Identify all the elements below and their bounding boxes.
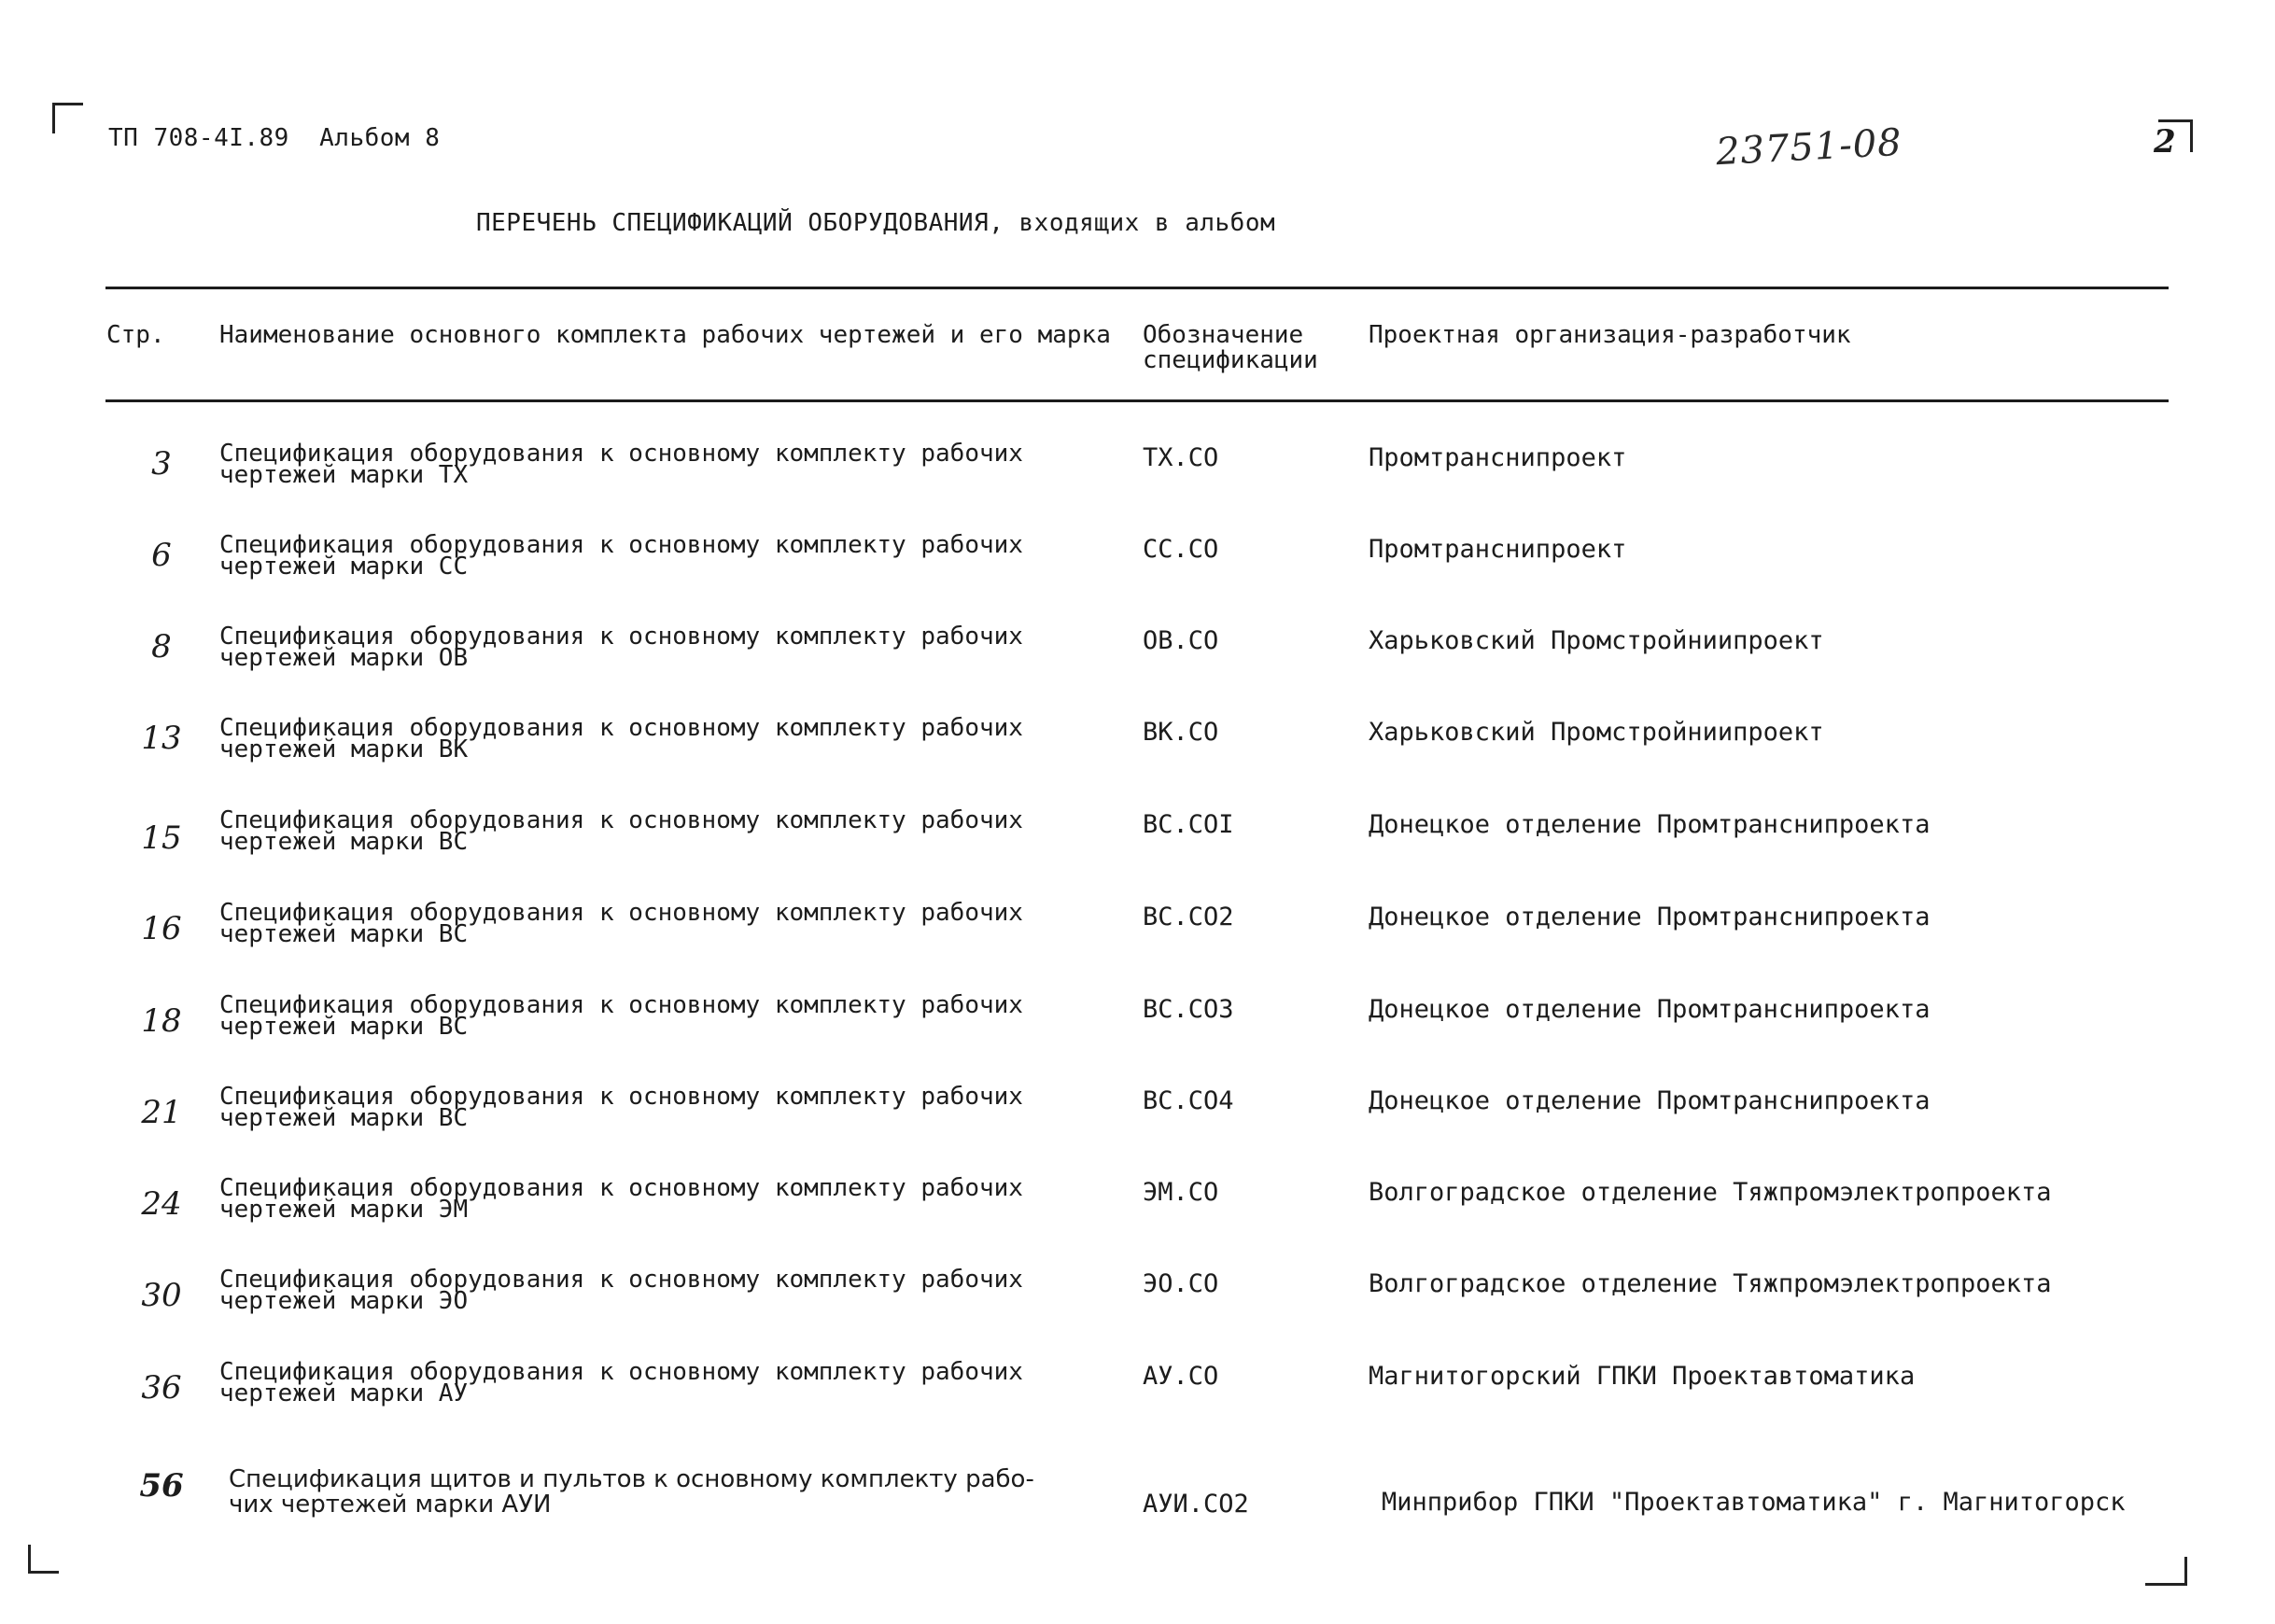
row-code: ВС.СО2 [1143, 903, 1234, 931]
row-org: Волгоградское отделение Тяжпромэлектропроекта [1369, 1178, 2052, 1207]
doc-reference [108, 124, 440, 152]
row-name [219, 623, 1041, 672]
table-row [0, 1174, 2275, 1243]
row-code: ВК.СО [1143, 718, 1219, 747]
row-page: 18 [141, 1002, 182, 1040]
row-name [229, 1467, 1050, 1518]
row-name-line1: Спецификация оборудования к основному комплекту рабочих [219, 1174, 1023, 1202]
column-header-code-line2: спецификации [1143, 346, 1318, 374]
table-row [0, 1358, 2275, 1427]
row-org: Минприбор ГПКИ "Проектавтоматика" г. Магнитогорск [1382, 1488, 2126, 1517]
row-name [219, 806, 1041, 856]
table-row [0, 1467, 2275, 1533]
row-code: АУИ.СО2 [1143, 1490, 1249, 1519]
row-page: 3 [151, 445, 172, 483]
row-name-line2: чертежей марки ТХ [219, 461, 469, 489]
table-row [0, 531, 2275, 600]
row-page: 24 [141, 1185, 182, 1223]
table-row [0, 440, 2275, 509]
column-header-code [1143, 323, 1318, 373]
doc-ref: ТП 708-4I.89 [108, 124, 289, 152]
column-header-name: Наименование основного комплекта рабочих чертежей и его марка [219, 321, 1111, 349]
row-page: 6 [151, 537, 172, 574]
row-name-line1: Спецификация оборудования к основному комплекту рабочих [219, 1358, 1023, 1386]
table-header-rule [105, 399, 2169, 402]
page-title: ПЕРЕЧЕНЬ СПЕЦИФИКАЦИЙ ОБОРУДОВАНИЯ, входящих в альбом [476, 209, 1276, 237]
row-name [219, 1174, 1041, 1224]
corner-mark-bottom-left [28, 1545, 59, 1574]
row-code: ВС.СО4 [1143, 1086, 1234, 1115]
row-name [219, 714, 1041, 763]
row-org: Промтранснипроект [1369, 443, 1627, 472]
album-label: Альбом 8 [319, 124, 441, 152]
row-name-line2: чертежей марки ВС [219, 1013, 469, 1041]
row-name [219, 991, 1041, 1041]
row-code: ЭО.СО [1143, 1269, 1219, 1298]
row-name-line1: Спецификация оборудования к основному комплекту рабочих [219, 623, 1023, 651]
row-name-line1: Спецификация оборудования к основному комплекту рабочих [219, 531, 1023, 559]
row-name [219, 1083, 1041, 1132]
row-org: Донецкое отделение Промтранснипроекта [1369, 810, 1931, 839]
row-name [219, 1266, 1041, 1315]
row-name-line2: чих чертежей марки АУИ [229, 1491, 552, 1519]
row-code: ЭМ.СО [1143, 1178, 1219, 1207]
corner-mark-top-left [52, 103, 83, 133]
table-row [0, 623, 2275, 692]
column-header-org: Проектная организация-разработчик [1369, 321, 1851, 349]
row-name-line2: чертежей марки ОВ [219, 644, 469, 672]
row-org: Донецкое отделение Промтранснипроекта [1369, 1086, 1931, 1115]
row-name-line2: чертежей марки ВК [219, 735, 469, 763]
table-top-rule [105, 287, 2169, 289]
table-row [0, 806, 2275, 875]
row-org: Волгоградское отделение Тяжпромэлектропроекта [1369, 1269, 2052, 1298]
row-code: ВС.СОI [1143, 810, 1234, 839]
row-name-line1: Спецификация оборудования к основному комплекту рабочих [219, 899, 1023, 927]
column-header-code-line1: Обозначение [1143, 321, 1304, 349]
row-name-line1: Спецификация оборудования к основному комплекту рабочих [219, 991, 1023, 1019]
row-page: 56 [139, 1467, 184, 1505]
row-code: ОВ.СО [1143, 626, 1219, 655]
row-org: Донецкое отделение Промтранснипроекта [1369, 995, 1931, 1024]
row-code: ТХ.СО [1143, 443, 1219, 472]
table-row [0, 714, 2275, 783]
row-name-line1: Спецификация щитов и пультов к основному комплекту рабо- [229, 1465, 1034, 1493]
row-name-line1: Спецификация оборудования к основному комплекту рабочих [219, 1083, 1023, 1111]
row-name-line2: чертежей марки ВС [219, 828, 469, 856]
row-org: Магнитогорский ГПКИ Проектавтоматика [1369, 1362, 1916, 1391]
row-org: Харьковский Промстройниипроект [1369, 626, 1824, 655]
row-name-line2: чертежей марки АУ [219, 1379, 469, 1407]
row-page: 8 [151, 628, 172, 665]
row-name-line2: чертежей марки ВС [219, 1104, 469, 1132]
row-org: Промтранснипроект [1369, 535, 1627, 564]
row-page: 36 [141, 1369, 182, 1407]
row-name [219, 440, 1041, 489]
row-code: АУ.СО [1143, 1362, 1219, 1391]
row-name [219, 899, 1041, 948]
table-row [0, 991, 2275, 1060]
row-code: СС.СО [1143, 535, 1219, 564]
row-page: 16 [141, 910, 182, 947]
sheet-number: 2 [2154, 123, 2176, 161]
row-page: 13 [141, 720, 182, 757]
table-row [0, 899, 2275, 968]
corner-mark-bottom-right [2145, 1557, 2187, 1586]
row-name-line1: Спецификация оборудования к основному комплекту рабочих [219, 714, 1023, 742]
column-header-page: Стр. [106, 321, 165, 349]
row-page: 30 [141, 1277, 182, 1314]
row-name-line1: Спецификация оборудования к основному комплекту рабочих [219, 1266, 1023, 1294]
inventory-number: 23751-08 [1714, 120, 1903, 175]
row-page: 15 [141, 819, 182, 857]
row-name-line2: чертежей марки ЭМ [219, 1196, 469, 1224]
row-name-line2: чертежей марки СС [219, 553, 469, 581]
row-name [219, 531, 1041, 581]
row-name-line1: Спецификация оборудования к основному комплекту рабочих [219, 806, 1023, 834]
row-name-line1: Спецификация оборудования к основному комплекту рабочих [219, 440, 1023, 468]
row-name-line2: чертежей марки ЭО [219, 1287, 469, 1315]
row-org: Донецкое отделение Промтранснипроекта [1369, 903, 1931, 931]
table-row [0, 1083, 2275, 1152]
row-code: ВС.СО3 [1143, 995, 1234, 1024]
row-name-line2: чертежей марки ВС [219, 920, 469, 948]
row-page: 21 [141, 1094, 182, 1131]
row-org: Харьковский Промстройниипроект [1369, 718, 1824, 747]
row-name [219, 1358, 1041, 1407]
table-row [0, 1266, 2275, 1335]
